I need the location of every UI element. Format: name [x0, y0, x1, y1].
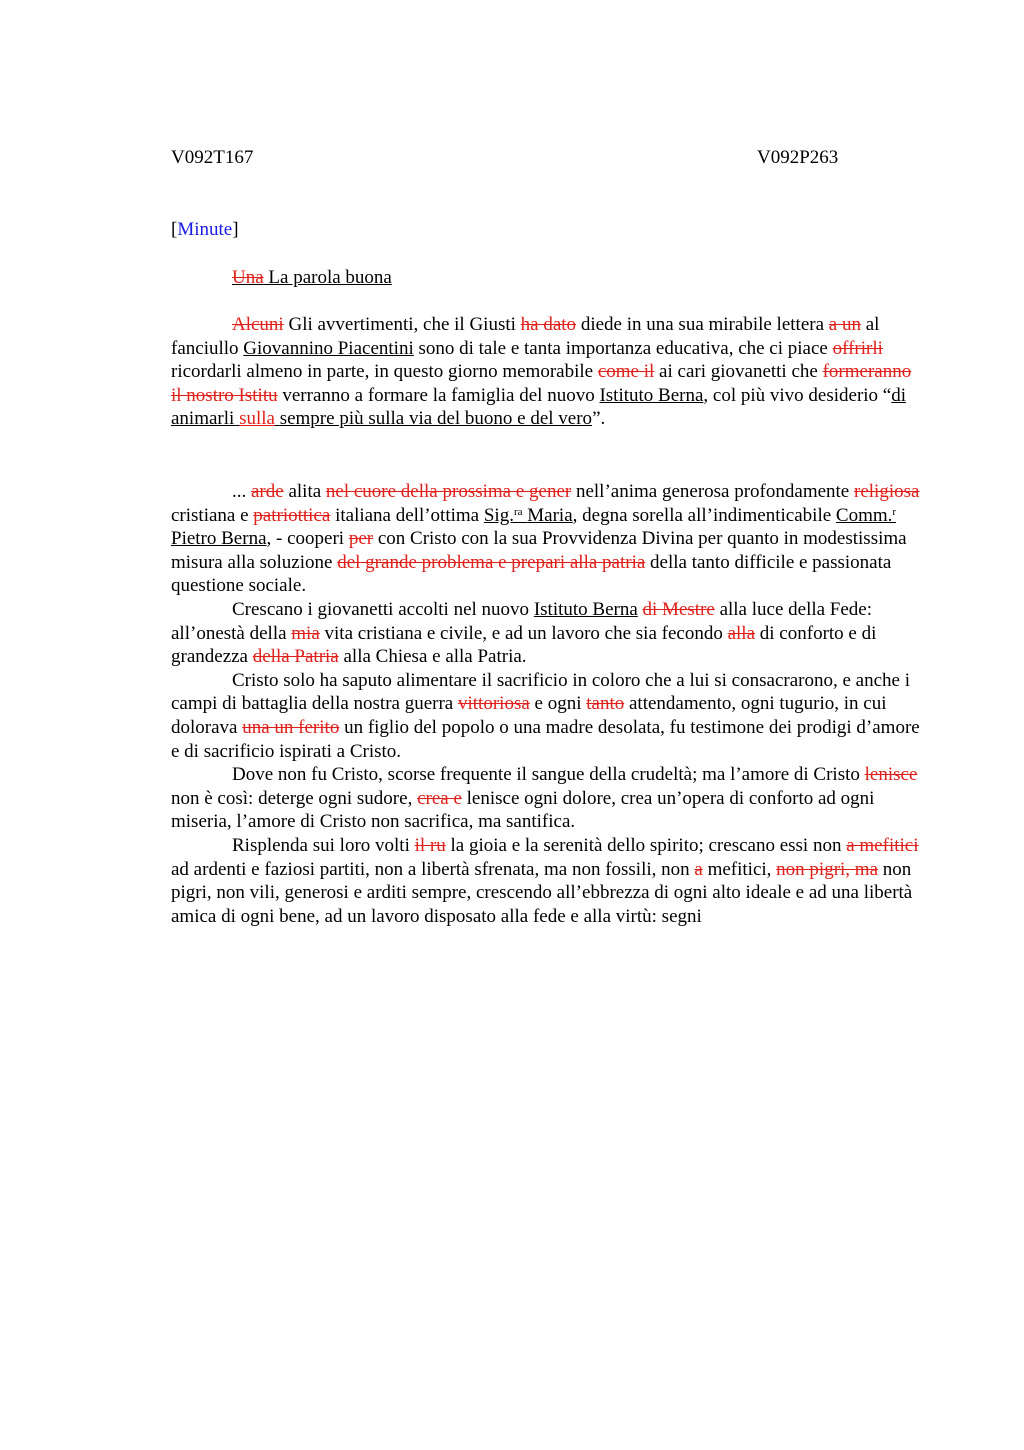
- page-title: [232, 266, 392, 290]
- deleted-text: Una: [232, 267, 264, 288]
- title-text: La parola buona: [268, 267, 392, 288]
- paragraph-1: Alcuni Gli avvertimenti, che il Giusti ha dato diede in una sua mirabile lettera a un al fanciullo Giovannino Piacentini sono di tale e tanta importanza educativa, che ci piace offrirli ricordarli almeno in parte, in questo giorno memorabile come il ai cari giovanetti che formeranno il nostro Istitu verranno a formare la famiglia del nuovo Istituto Berna, col più vivo desiderio “di animarli sulla sempre più sulla via del buono e del vero”.: [171, 314, 912, 430]
- paragraph-5: Dove non fu Cristo, scorse frequente il sangue della crudeltà; ma l’amore di Cristo lenisce non è così: deterge ogni sudore, crea e lenisce ogni dolore, crea un’opera di conforto ad ogni miseria, l’amore di Cristo non sacrifica, ma santifica.: [171, 764, 918, 833]
- paragraph-3: Crescano i giovanetti accolti nel nuovo Istituto Berna di Mestre alla luce della Fede: all’onestà della mia vita cristiana e civile, e ad un lavoro che sia fecondo alla di conforto e di grandezza della Patria alla Chiesa e alla Patria.: [171, 598, 877, 668]
- intro-block: [171, 313, 924, 431]
- section-label: [Minute]: [171, 219, 239, 240]
- paragraph-4: Cristo solo ha saputo alimentare il sacrificio in coloro che a lui si consacrarono, e anche i campi di battaglia della nostra guerra vittoriosa e ogni tanto attendamento, ogni tugurio, in cui dolorava una un ferito un figlio del popolo o una madre desolata, fu testimone dei prodigi d’amore e di sacrificio ispirati a Cristo.: [171, 669, 920, 762]
- document-code-right: V092P263: [757, 147, 839, 168]
- document-code-left: V092T167: [171, 147, 254, 168]
- body-block: [171, 480, 924, 928]
- paragraph-6: Risplenda sui loro volti il ru la gioia e la serenità dello spirito; crescano essi non a mefitici ad ardenti e faziosi partiti, non a libertà sfrenata, ma non fossili, non a mefitici, non pigri, ma non pigri, non vili, generosi e arditi sempre, crescendo all’ebbrezza di ogni alto ideale e ad una libertà amica di ogni bene, ad un lavoro disposato alla fede e alla virtù: segni: [171, 834, 919, 927]
- paragraph-2: ... arde alita nel cuore della prossima e gener nell’anima generosa profondamente religiosa cristiana e patriottica italiana dell’ottima Sig.$^{ra}$ Maria, degna sorella all’indimenticabile Comm.$^r$ Pietro Berna, - cooperi per con Cristo con la sua Provvidenza Divina per quanto in modestissima misura alla soluzione del grande problema e prepari alla patria della tanto difficile e passionata questione sociale.: [171, 481, 920, 597]
- minute-label: Minute: [177, 219, 233, 240]
